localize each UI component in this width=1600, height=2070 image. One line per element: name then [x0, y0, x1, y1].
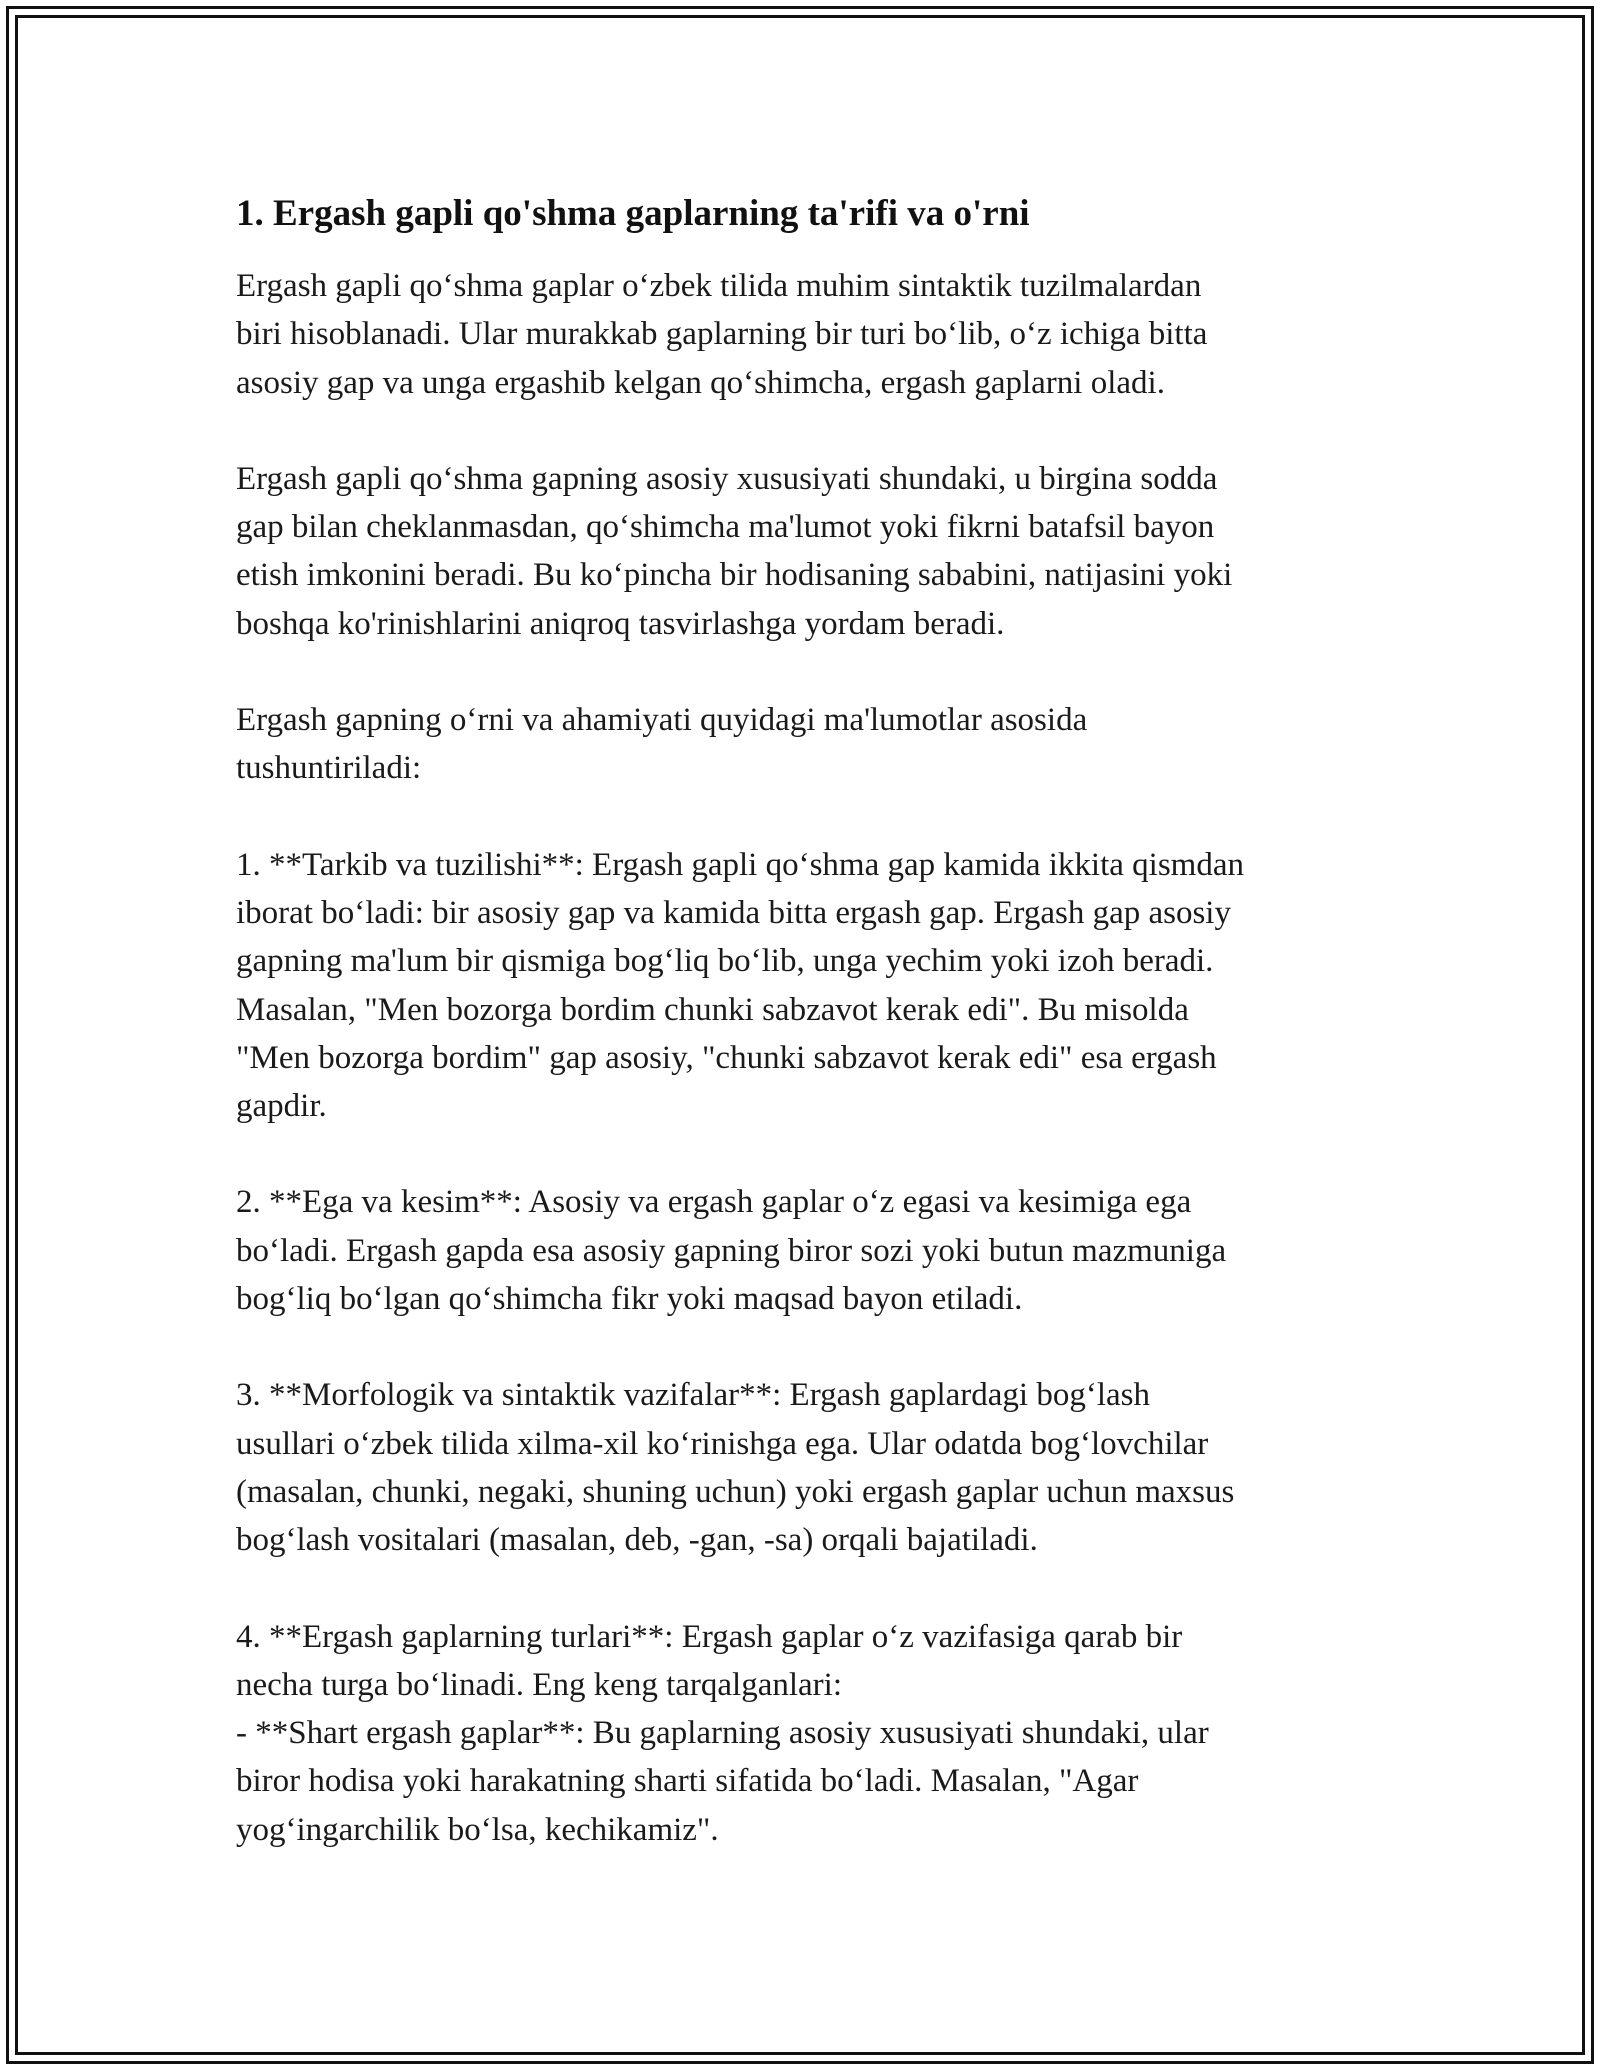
section-heading: 1. Ergash gapli qo'shma gaplarning ta'rifi va o'rni — [236, 193, 1030, 234]
list-item-clause-types: 4. **Ergash gaplarning turlari**: Ergash gaplar o‘z vazifasiga qarab bir necha turga bo‘linadi. Eng keng tarqalganlari: - **Shart ergash gaplar**: Bu gaplarning asosiy xususiyati shundaki, ular biror hodisa yoki harakatning sharti sifatida bo‘ladi. Masalan, "Agar yog‘ingarchilik bo‘lsa, kechikamiz". — [236, 1618, 1209, 1848]
paragraph-role-intro: Ergash gapning o‘rni va ahamiyati quyidagi ma'lumotlar asosida tushuntiriladi: — [236, 702, 1088, 787]
list-item-structure: 1. **Tarkib va tuzilishi**: Ergash gapli qo‘shma gap kamida ikkita qismdan iborat bo‘ladi: bir asosiy gap va kamida bitta ergash gap. Ergash gap asosiy gapning ma'lum bir qismiga bog‘liq bo‘lib, unga yechim yoki izoh beradi. Masalan, "Men bozorga bordim chunki sabzavot kerak edi". Bu misolda "Men bozorga bordim" gap asosiy, "chunki sabzavot kerak edi" esa ergash gapdir. — [236, 846, 1244, 1125]
list-item-subject-predicate: 2. **Ega va kesim**: Asosiy va ergash gaplar o‘z egasi va kesimiga ega bo‘ladi. Ergash gapda esa asosiy gapning biror sozi yoki butun mazmuniga bog‘liq bo‘lgan qo‘shimcha fikr yoki maqsad bayon etiladi. — [236, 1184, 1227, 1318]
paragraph-main-feature: Ergash gapli qo‘shma gapning asosiy xususiyati shundaki, u birgina sodda gap bilan cheklanmasdan, qo‘shimcha ma'lumot yoki fikrni batafsil bayon etish imkonini beradi. Bu ko‘pincha bir hodisaning sababini, natijasini yoki boshqa ko'rinishlarini aniqroq tasvirlashga yordam beradi. — [236, 460, 1233, 642]
paragraph-intro: Ergash gapli qo‘shma gaplar o‘zbek tilida muhim sintaktik tuzilmalardan biri hisoblanadi. Ular murakkab gaplarning bir turi bo‘lib, o‘z ichiga bitta asosiy gap va unga ergashib kelgan qo‘shimcha, ergash gaplarni oladi. — [236, 268, 1208, 401]
list-item-morphology-syntax: 3. **Morfologik va sintaktik vazifalar**: Ergash gaplardagi bog‘lash usullari o‘zbek tilida xilma-xil ko‘rinishga ega. Ular odatda bog‘lovchilar (masalan, chunki, negaki, shuning uchun) yoki ergash gaplar uchun maxsus bog‘lash vositalari (masalan, deb, -gan, -sa) orqali bajatiladi. — [236, 1377, 1235, 1559]
document-body — [236, 188, 1366, 1902]
